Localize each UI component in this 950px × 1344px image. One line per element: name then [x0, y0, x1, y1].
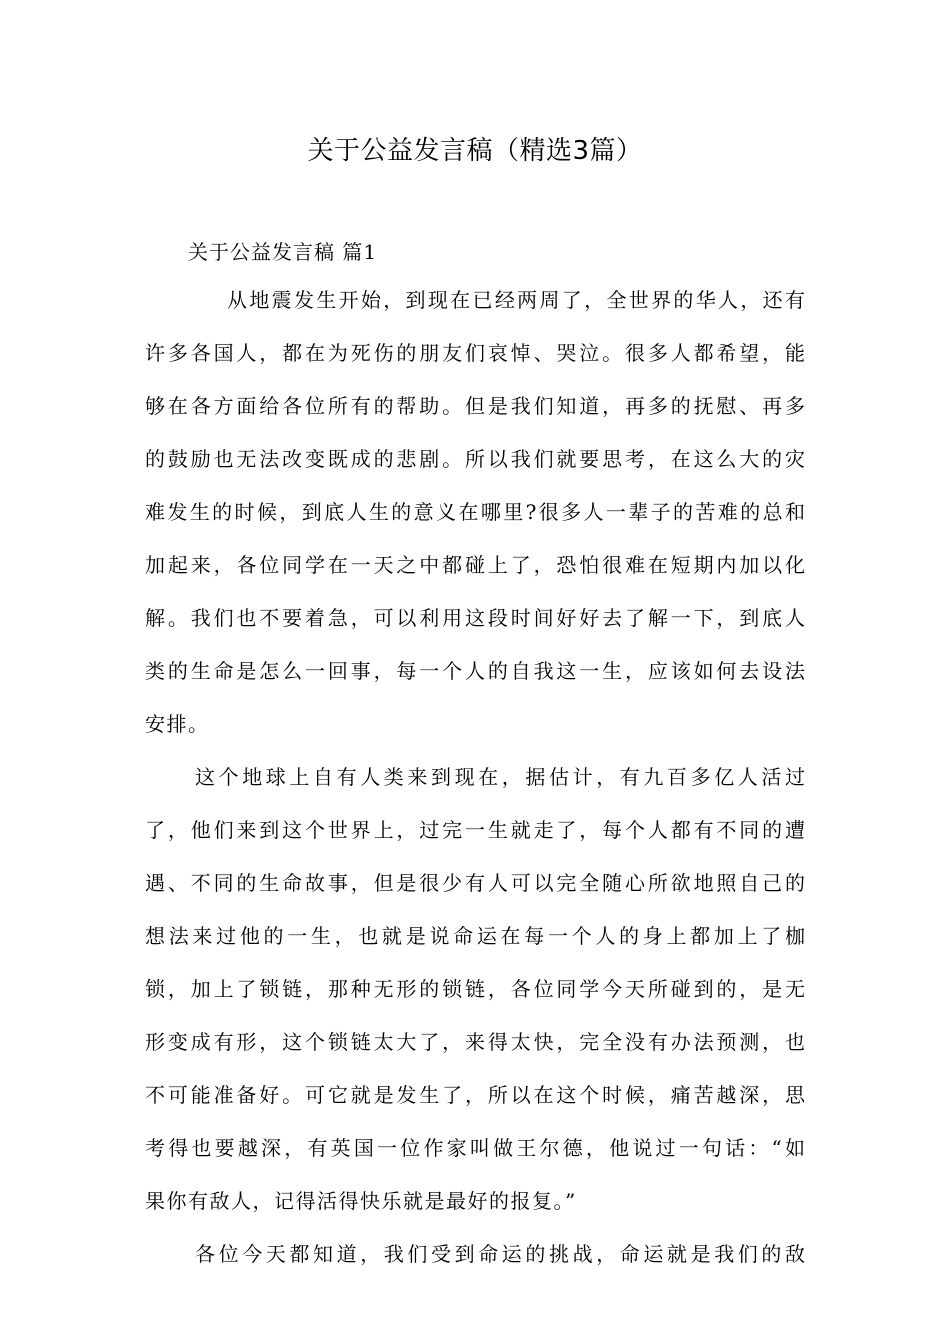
paragraph-line: 的鼓励也无法改变既成的悲剧。所以我们就要思考，在这么大的灾 — [145, 447, 805, 471]
section-heading: 关于公益发言稿 篇1 — [188, 240, 378, 264]
paragraph-line: 从地震发生开始，到现在已经两周了，全世界的华人，还有 — [227, 288, 805, 312]
paragraph-line: 够在各方面给各位所有的帮助。但是我们知道，再多的抚慰、再多 — [145, 394, 805, 418]
paragraph-line: 锁，加上了锁链，那种无形的锁链，各位同学今天所碰到的，是无 — [145, 977, 805, 1001]
paragraph-line: 遇、不同的生命故事，但是很少有人可以完全随心所欲地照自己的 — [145, 871, 805, 895]
paragraph-line: 各位今天都知道，我们受到命运的挑战，命运就是我们的敌 — [195, 1242, 805, 1266]
paragraph-line: 了，他们来到这个世界上，过完一生就走了，每个人都有不同的遭 — [145, 818, 805, 842]
paragraph-line: 类的生命是怎么一回事，每一个人的自我这一生，应该如何去设法 — [145, 659, 805, 683]
paragraph-line: 许多各国人，都在为死伤的朋友们哀悼、哭泣。很多人都希望，能 — [145, 341, 805, 365]
paragraph-line: 加起来，各位同学在一天之中都碰上了，恐怕很难在短期内加以化 — [145, 553, 805, 577]
document-title: 关于公益发言稿（精选3篇） — [307, 136, 643, 166]
paragraph-line: 形变成有形，这个锁链太大了，来得太快，完全没有办法预测，也 — [145, 1030, 805, 1054]
paragraph-line: 解。我们也不要着急，可以利用这段时间好好去了解一下，到底人 — [145, 606, 805, 630]
paragraph-line: 想法来过他的一生，也就是说命运在每一个人的身上都加上了枷 — [145, 924, 805, 948]
paragraph-line: 考得也要越深，有英国一位作家叫做王尔德，他说过一句话：“如 — [145, 1136, 805, 1160]
paragraph-line: 不可能准备好。可它就是发生了，所以在这个时候，痛苦越深，思 — [145, 1083, 805, 1107]
paragraph-line: 果你有敌人，记得活得快乐就是最好的报复。” — [145, 1189, 577, 1213]
paragraph-line: 难发生的时候，到底人生的意义在哪里?很多人一辈子的苦难的总和 — [145, 500, 805, 524]
paragraph-line: 这个地球上自有人类来到现在，据估计，有九百多亿人活过 — [195, 765, 805, 789]
paragraph-line: 安排。 — [145, 712, 210, 736]
